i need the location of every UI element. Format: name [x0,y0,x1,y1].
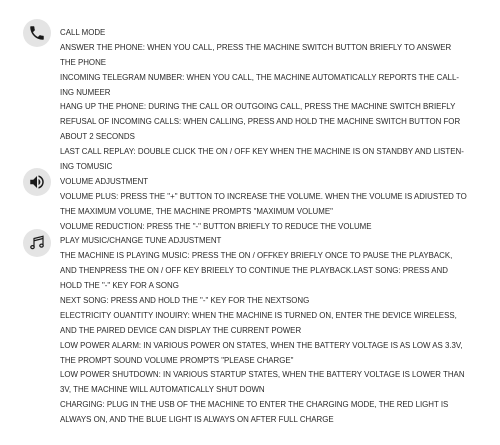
text-line: AND THENPRESS THE ON / OFF KEY BRIEELY TO CONTINUE THE PLAYBACK.LAST SONG: PRESS AND [60,266,448,276]
text-line: 3V, THE MACHINE WILL AUTOMATICALLY SHUT DOWN [60,385,265,395]
speaker-volume-icon [28,173,46,191]
music-icon-badge [23,229,51,257]
text-line: ABOUT 2 SECONDS [60,132,135,142]
text-line: LOW POWER SHUTDOWN: IN VARIOUS STARTUP STATES, WHEN THE BATTERY VOLTAGE IS LOWER THAN [60,370,465,380]
text-line: ING NUMEER [60,87,111,97]
instruction-text-block [60,26,495,428]
speaker-icon-badge [23,168,51,196]
phone-icon [28,24,46,42]
text-line: HANG UP THE PHONE: DURING THE CALL OR OUTGOING CALL, PRESS THE MACHINE SWITCH BRIEFLY [60,102,456,112]
text-line: REFUSAL OF INCOMING CALLS: WHEN CALLING, PRESS AND HOLD THE MACHINE SWITCH BUTTON FOR [60,117,461,127]
text-line: THE MACHINE IS PLAYING MUSIC: PRESS THE ON / OFFKEY BRIEFLY ONCE TO PAUSE THE PLAYBACK, [60,251,453,261]
heading-call-mode: CALL MODE [60,28,106,37]
text-line: ALWAYS ON, AND THE BLUE LIGHT IS ALWAYS ON AFTER FULL CHARGE [60,415,334,425]
text-line: CHARGING: PLUG IN THE USB OF THE MACHINE TO ENTER THE CHARGING MODE, THE RED LIGHT IS [60,400,449,410]
text-line: THE MAXIMUM VOLUME, THE MACHINE PROMPTS "MAXIMUM VOLUME" [60,206,333,216]
text-line: ANSWER THE PHONE: WHEN YOU CALL, PRESS THE MACHINE SWITCH BUTTON BRIEFLY TO ANSWER [60,42,452,52]
text-line: INCOMING TELEGRAM NUMBER: WHEN YOU CALL, THE MACHINE AUTOMATICALLY REPORTS THE CALL- [60,72,459,82]
music-note-icon [28,234,46,252]
text-line: ELECTRICITY OUANTITY INOUIRY: WHEN THE MACHINE IS TURNED ON, ENTER THE DEVICE WIRELESS, [60,310,457,320]
text-line: NEXT SONG: PRESS AND HOLD THE "-" KEY FOR THE NEXTSONG [60,296,310,306]
text-line: HOLD THE "-" KEY FOR A SONG [60,281,179,291]
text-line: THE PHONE [60,57,107,67]
text-line: ING TOMUSIC [60,162,113,172]
text-line: LOW POWER ALARM: IN VARIOUS POWER ON STATES, WHEN THE BATTERY VOLTAGE IS AS LOW AS 3.3V, [60,340,463,350]
heading-volume-adjustment: VOLUME ADJUSTMENT [60,176,149,186]
heading-play-music: PLAY MUSIC/CHANGE TUNE ADJUSTMENT [60,236,222,246]
phone-icon-badge [23,19,51,47]
text-line: AND THE PAIRED DEVICE CAN DISPLAY THE CURRENT POWER [60,325,302,335]
text-line: THE PROMPT SOUND VOLUME PROMPTS "PLEASE CHARGE" [60,355,294,365]
text-line: LAST CALL REPLAY: DOUBLE CLICK THE ON / OFF KEY WHEN THE MACHINE IS ON STANDBY AND LISTEN- [60,147,464,157]
text-line: VOLUME REDUCTION: PRES5 THE "-" BUTTON BRIEFLY TO REDUCE THE VOLUME [60,221,372,231]
text-line: VOLUME PLUS: PRESS THE "+" BUTTON TO INCREASE THE VOLUME. WHEN THE VOLUME IS ADIUSTED TO [60,191,467,201]
